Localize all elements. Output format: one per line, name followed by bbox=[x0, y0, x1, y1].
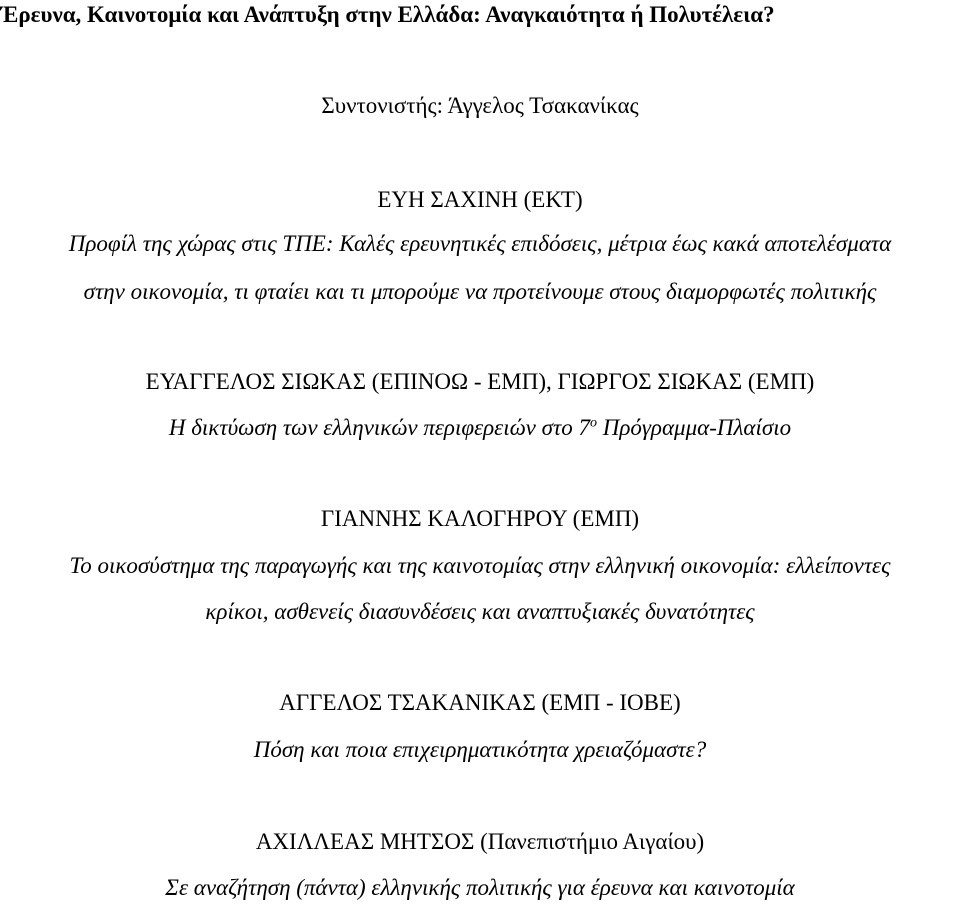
talk-2-title-superscript: ο bbox=[589, 415, 597, 431]
talk-1-title-line-2: στην οικονομία, τι φταίει και τι μπορούμε να προτείνουμε στους διαμορφωτές πολιτικής bbox=[83, 279, 877, 304]
talk-3-title-line-2: κρίκοι, ασθενείς διασυνδέσεις και αναπτυξιακές δυνατότητες bbox=[205, 599, 755, 624]
talk-2-speaker: ΕΥΑΓΓΕΛΟΣ ΣΙΩΚΑΣ (ΕΠΙΝΟΩ - ΕΜΠ), ΓΙΩΡΓΟΣ ΣΙΩΚΑΣ (ΕΜΠ) bbox=[145, 369, 815, 394]
talk-2-title bbox=[0, 413, 960, 443]
talk-2-title-main: Η δικτύωση των ελληνικών περιφερειών στο 7 bbox=[168, 415, 590, 440]
talk-4-speaker: ΑΓΓΕΛΟΣ ΤΣΑΚΑΝΙΚΑΣ (ΕΜΠ - ΙΟΒΕ) bbox=[279, 690, 681, 715]
talk-1-title-line-1: Προφίλ της χώρας στις ΤΠΕ: Καλές ερευνητικές επιδόσεις, μέτρια έως κακά αποτελέσματα bbox=[68, 231, 892, 256]
talk-2-title-tail: Πρόγραμμα-Πλαίσιο bbox=[596, 415, 792, 440]
document-title: Έρευνα, Καινοτομία και Ανάπτυξη στην Ελλάδα: Αναγκαιότητα ή Πολυτέλεια? bbox=[0, 2, 775, 27]
talk-5-title: Σε αναζήτηση (πάντα) ελληνικής πολιτικής για έρευνα και καινοτομία bbox=[165, 875, 795, 900]
talk-3-title-line-1: Το οικοσύστημα της παραγωγής και της καινοτομίας στην ελληνική οικονομία: ελλείποντες bbox=[69, 553, 891, 578]
talk-4-title: Πόση και ποια επιχειρηματικότητα χρειαζόμαστε? bbox=[253, 737, 707, 762]
talk-5-speaker: ΑΧΙΛΛΕΑΣ ΜΗΤΣΟΣ (Πανεπιστήμιο Αιγαίου) bbox=[255, 829, 705, 854]
talk-1-speaker: ΕΥΗ ΣΑΧΙΝΗ (ΕΚΤ) bbox=[377, 187, 583, 212]
talk-3-speaker: ΓΙΑΝΝΗΣ ΚΑΛΟΓΗΡΟΥ (ΕΜΠ) bbox=[320, 506, 640, 531]
coordinator-line: Συντονιστής: Άγγελος Τσακανίκας bbox=[321, 93, 639, 118]
